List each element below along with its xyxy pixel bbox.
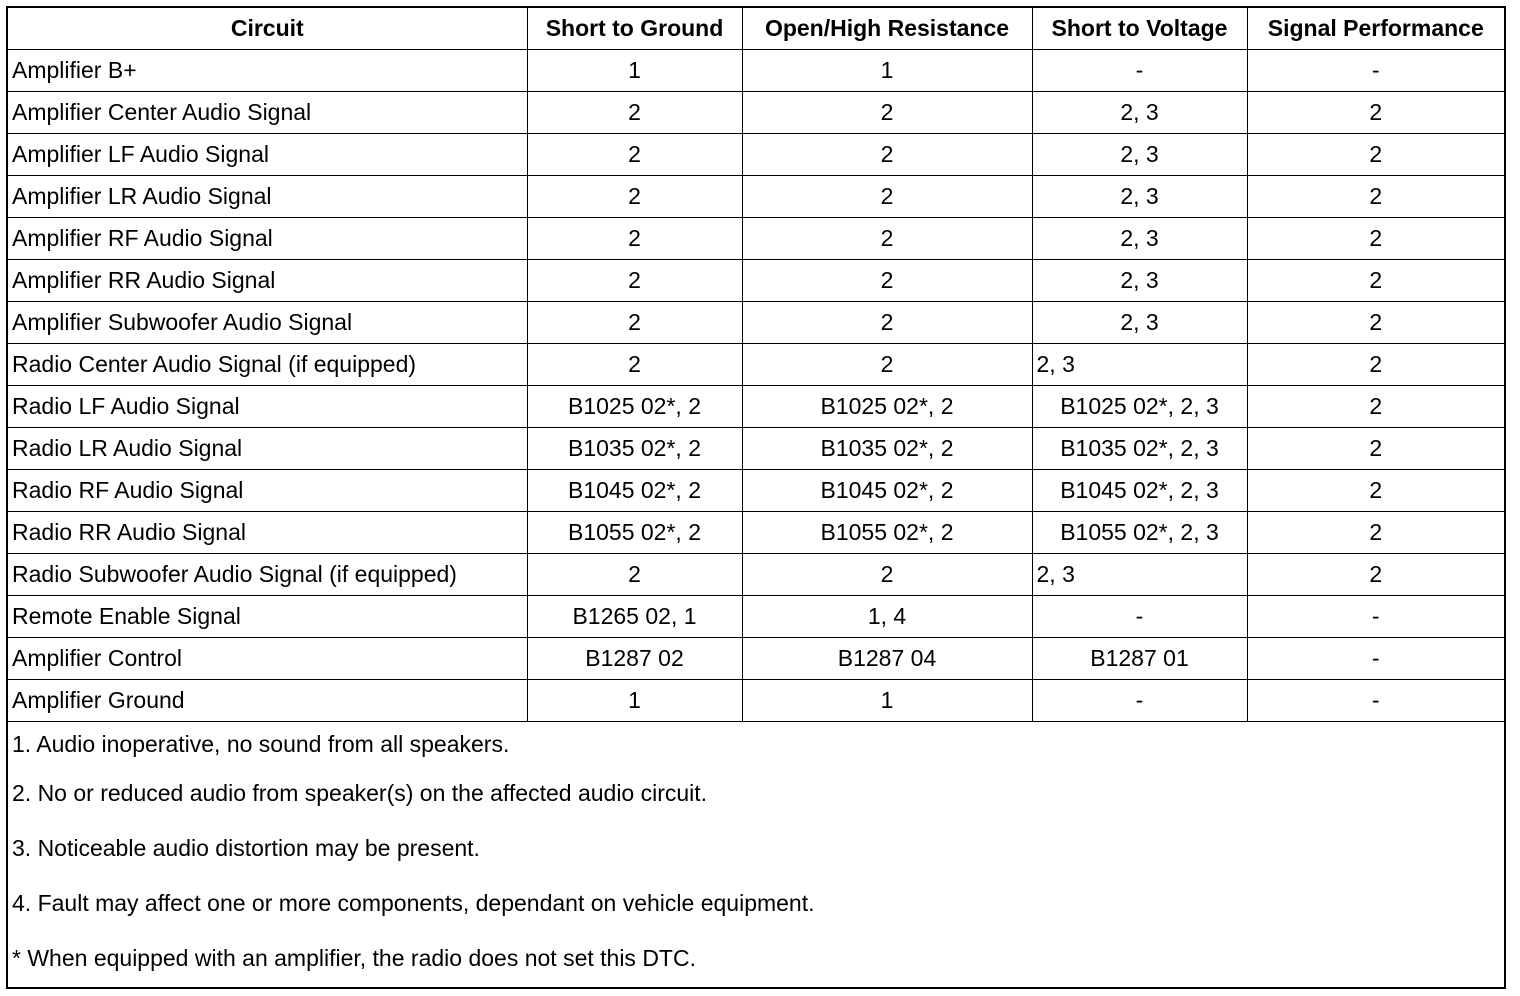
short-to-ground-cell: 2 xyxy=(527,176,742,218)
circuit-cell: Amplifier RF Audio Signal xyxy=(8,218,527,260)
circuit-cell: Amplifier LR Audio Signal xyxy=(8,176,527,218)
header-short-to-ground: Short to Ground xyxy=(527,8,742,50)
table-row xyxy=(8,218,1504,260)
short-to-voltage-cell: 2, 3 xyxy=(1032,554,1247,596)
short-to-voltage-cell: 2, 3 xyxy=(1032,302,1247,344)
open-high-resistance-cell: 2 xyxy=(742,176,1032,218)
open-high-resistance-cell: B1045 02*, 2 xyxy=(742,470,1032,512)
signal-performance-cell: 2 xyxy=(1247,92,1504,134)
circuit-cell: Radio LF Audio Signal xyxy=(8,386,527,428)
open-high-resistance-cell: 1 xyxy=(742,50,1032,92)
signal-performance-cell: 2 xyxy=(1247,218,1504,260)
open-high-resistance-cell: B1035 02*, 2 xyxy=(742,428,1032,470)
short-to-ground-cell: 2 xyxy=(527,92,742,134)
short-to-ground-cell: 2 xyxy=(527,554,742,596)
open-high-resistance-cell: 2 xyxy=(742,554,1032,596)
open-high-resistance-cell: 2 xyxy=(742,134,1032,176)
notes-row xyxy=(8,722,1504,987)
short-to-voltage-cell: B1025 02*, 2, 3 xyxy=(1032,386,1247,428)
short-to-voltage-cell: B1287 01 xyxy=(1032,638,1247,680)
open-high-resistance-cell: 1, 4 xyxy=(742,596,1032,638)
open-high-resistance-cell: 2 xyxy=(742,260,1032,302)
circuit-cell: Amplifier B+ xyxy=(8,50,527,92)
signal-performance-cell: 2 xyxy=(1247,512,1504,554)
signal-performance-cell: 2 xyxy=(1247,134,1504,176)
table-row xyxy=(8,470,1504,512)
open-high-resistance-cell: B1025 02*, 2 xyxy=(742,386,1032,428)
circuit-cell: Amplifier LF Audio Signal xyxy=(8,134,527,176)
signal-performance-cell: 2 xyxy=(1247,554,1504,596)
short-to-ground-cell: 2 xyxy=(527,260,742,302)
note-asterisk: * When equipped with an amplifier, the radio does not set this DTC. xyxy=(12,945,696,971)
circuit-cell: Amplifier Center Audio Signal xyxy=(8,92,527,134)
short-to-ground-cell: B1055 02*, 2 xyxy=(527,512,742,554)
open-high-resistance-cell: B1055 02*, 2 xyxy=(742,512,1032,554)
signal-performance-cell: 2 xyxy=(1247,386,1504,428)
short-to-voltage-cell: - xyxy=(1032,596,1247,638)
circuit-cell: Radio RF Audio Signal xyxy=(8,470,527,512)
circuit-cell: Radio LR Audio Signal xyxy=(8,428,527,470)
short-to-ground-cell: 1 xyxy=(527,680,742,722)
table-row xyxy=(8,344,1504,386)
signal-performance-cell: 2 xyxy=(1247,428,1504,470)
table-row xyxy=(8,596,1504,638)
short-to-voltage-cell: 2, 3 xyxy=(1032,92,1247,134)
short-to-ground-cell: B1025 02*, 2 xyxy=(527,386,742,428)
signal-performance-cell: 2 xyxy=(1247,344,1504,386)
note-4: 4. Fault may affect one or more components, dependant on vehicle equipment. xyxy=(12,890,815,916)
signal-performance-cell: 2 xyxy=(1247,470,1504,512)
header-short-to-voltage: Short to Voltage xyxy=(1032,8,1247,50)
table-header-row xyxy=(8,8,1504,50)
circuit-cell: Amplifier Ground xyxy=(8,680,527,722)
table-row xyxy=(8,176,1504,218)
open-high-resistance-cell: B1287 04 xyxy=(742,638,1032,680)
short-to-voltage-cell: 2, 3 xyxy=(1032,344,1247,386)
signal-performance-cell: 2 xyxy=(1247,260,1504,302)
short-to-ground-cell: B1265 02, 1 xyxy=(527,596,742,638)
table-row xyxy=(8,92,1504,134)
table-row xyxy=(8,428,1504,470)
short-to-ground-cell: B1035 02*, 2 xyxy=(527,428,742,470)
circuit-cell: Amplifier Control xyxy=(8,638,527,680)
short-to-ground-cell: 2 xyxy=(527,218,742,260)
header-circuit: Circuit xyxy=(8,8,527,50)
circuit-cell: Radio RR Audio Signal xyxy=(8,512,527,554)
circuit-cell: Remote Enable Signal xyxy=(8,596,527,638)
open-high-resistance-cell: 2 xyxy=(742,92,1032,134)
short-to-ground-cell: 2 xyxy=(527,302,742,344)
open-high-resistance-cell: 1 xyxy=(742,680,1032,722)
table-row xyxy=(8,386,1504,428)
short-to-voltage-cell: B1035 02*, 2, 3 xyxy=(1032,428,1247,470)
table-row xyxy=(8,554,1504,596)
short-to-ground-cell: 2 xyxy=(527,344,742,386)
table-row xyxy=(8,638,1504,680)
short-to-voltage-cell: - xyxy=(1032,50,1247,92)
note-1: 1. Audio inoperative, no sound from all speakers. xyxy=(12,731,510,757)
open-high-resistance-cell: 2 xyxy=(742,218,1032,260)
short-to-voltage-cell: 2, 3 xyxy=(1032,176,1247,218)
short-to-voltage-cell: B1055 02*, 2, 3 xyxy=(1032,512,1247,554)
notes-cell xyxy=(8,722,1504,987)
circuit-fault-table xyxy=(8,8,1504,986)
table-row xyxy=(8,512,1504,554)
open-high-resistance-cell: 2 xyxy=(742,302,1032,344)
short-to-ground-cell: 1 xyxy=(527,50,742,92)
signal-performance-cell: - xyxy=(1247,680,1504,722)
signal-performance-cell: - xyxy=(1247,638,1504,680)
short-to-ground-cell: 2 xyxy=(527,134,742,176)
short-to-voltage-cell: 2, 3 xyxy=(1032,218,1247,260)
short-to-voltage-cell: 2, 3 xyxy=(1032,134,1247,176)
short-to-voltage-cell: B1045 02*, 2, 3 xyxy=(1032,470,1247,512)
short-to-voltage-cell: 2, 3 xyxy=(1032,260,1247,302)
short-to-ground-cell: B1045 02*, 2 xyxy=(527,470,742,512)
circuit-cell: Radio Center Audio Signal (if equipped) xyxy=(8,344,527,386)
dtc-symptom-table-container xyxy=(6,6,1506,989)
signal-performance-cell: 2 xyxy=(1247,302,1504,344)
table-row xyxy=(8,50,1504,92)
header-open-high-resistance: Open/High Resistance xyxy=(742,8,1032,50)
signal-performance-cell: 2 xyxy=(1247,176,1504,218)
table-row xyxy=(8,134,1504,176)
table-row xyxy=(8,260,1504,302)
circuit-cell: Amplifier RR Audio Signal xyxy=(8,260,527,302)
signal-performance-cell: - xyxy=(1247,596,1504,638)
circuit-cell: Radio Subwoofer Audio Signal (if equipped) xyxy=(8,554,527,596)
open-high-resistance-cell: 2 xyxy=(742,344,1032,386)
table-row xyxy=(8,302,1504,344)
note-3: 3. Noticeable audio distortion may be present. xyxy=(12,835,480,861)
header-signal-performance: Signal Performance xyxy=(1247,8,1504,50)
circuit-cell: Amplifier Subwoofer Audio Signal xyxy=(8,302,527,344)
table-row xyxy=(8,680,1504,722)
short-to-ground-cell: B1287 02 xyxy=(527,638,742,680)
note-2: 2. No or reduced audio from speaker(s) on the affected audio circuit. xyxy=(12,780,708,806)
short-to-voltage-cell: - xyxy=(1032,680,1247,722)
signal-performance-cell: - xyxy=(1247,50,1504,92)
